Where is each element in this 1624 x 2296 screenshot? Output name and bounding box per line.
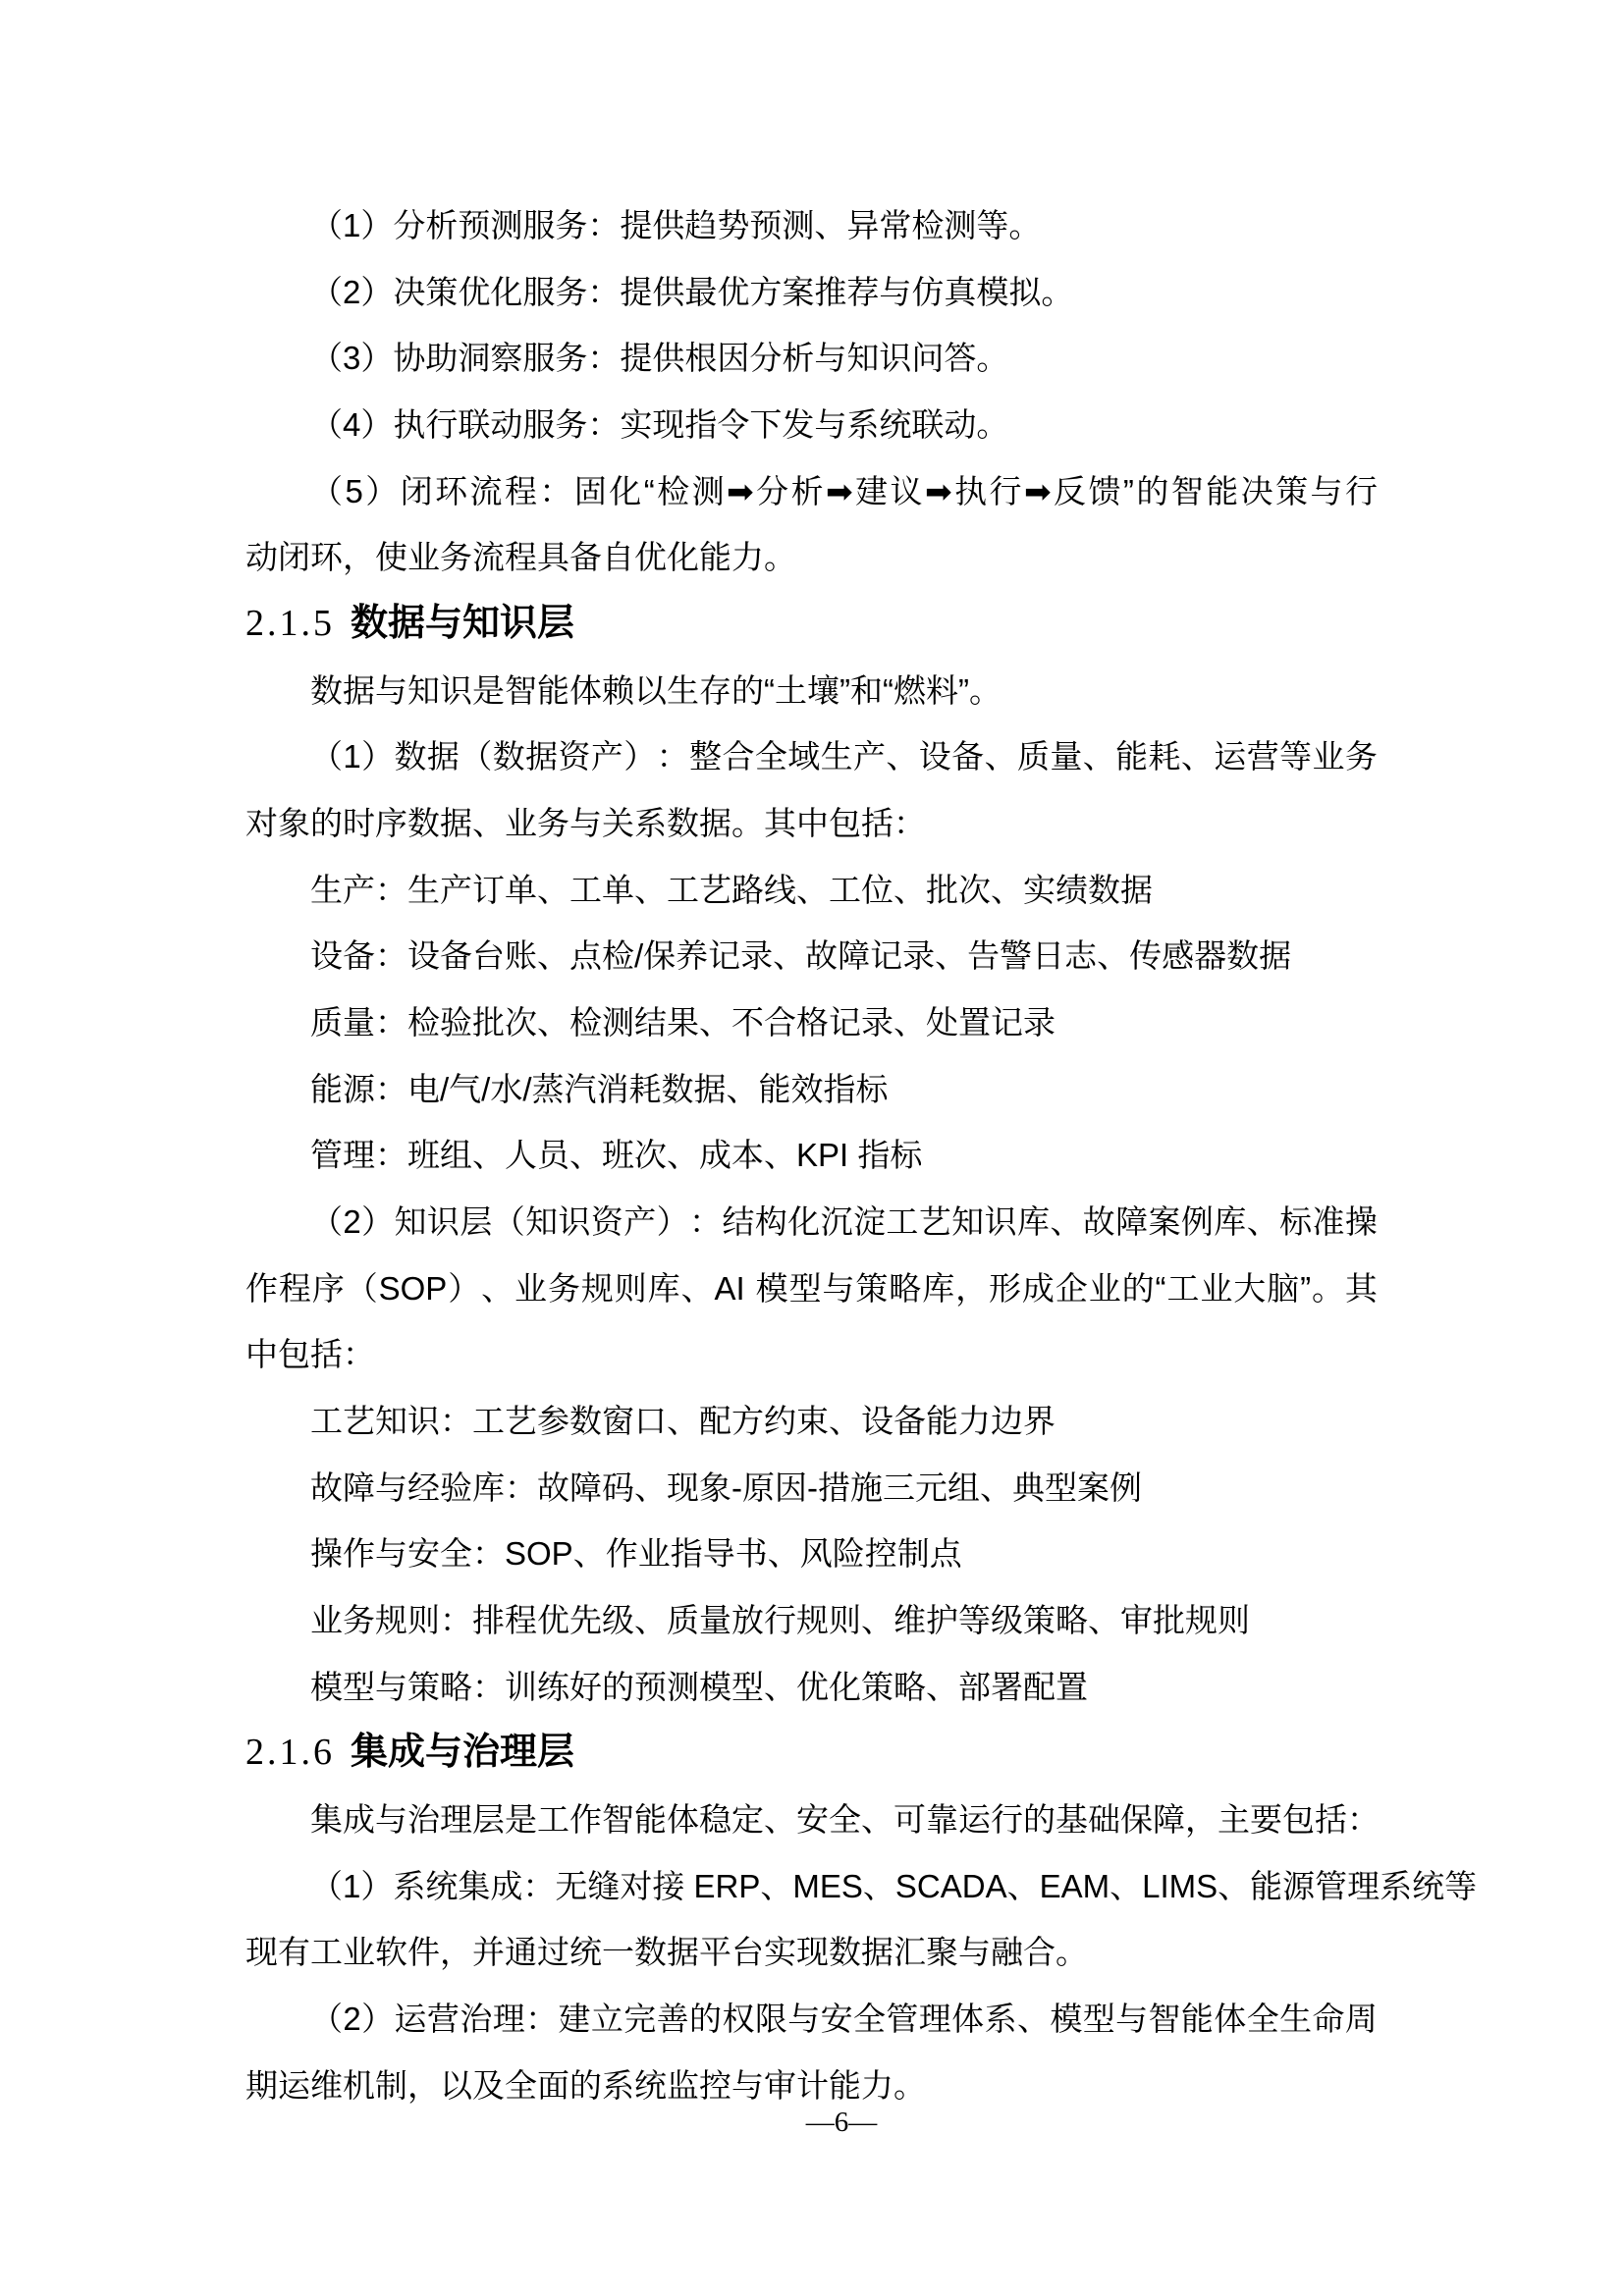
paragraph-line: （3）协助洞察服务：提供根因分析与知识问答。 <box>310 340 1009 377</box>
paragraph-line: 操作与安全：SOP、作业指导书、风险控制点 <box>310 1535 962 1573</box>
paragraph-line: （ 2 ） 知 识 层 （ 知 识 资 产 ） ： 结 构 化 沉 淀 工 艺 知 识 库 、 故 障 案 例 库 、 标 准 操 <box>310 1203 1378 1241</box>
paragraph-line: 数据与知识是智能体赖以生存的“土壤”和“燃料”。 <box>310 671 1001 709</box>
page-number <box>0 2107 1624 2139</box>
paragraph-line: 工艺知识：工艺参数窗口、配方约束、设备能力边界 <box>310 1403 1056 1440</box>
paragraph-line: 期运维机制，以及全面的系统监控与审计能力。 <box>245 2066 926 2104</box>
paragraph-line: 质量：检验批次、检测结果、不合格记录、处置记录 <box>310 1004 1056 1041</box>
paragraph-line: 作 程 序 （ SOP ） 、 业 务 规 则 库 、 AI 模 型 与 策 略 库 ， 形 成 企 业 的 “ 工 业 大 脑 ” 。 其 <box>245 1269 1378 1307</box>
paragraph-line: 设备：设备台账、点检/保养记录、故障记录、告警日志、传感器数据 <box>310 937 1292 975</box>
paragraph-line: （4）执行联动服务：实现指令下发与系统联动。 <box>310 406 1009 444</box>
paragraph-line: 现有工业软件，并通过统一数据平台实现数据汇聚与融合。 <box>245 1934 1088 1971</box>
section-heading-title: 数据与知识层 <box>351 603 575 645</box>
section-heading-title: 集成与治理层 <box>351 1732 575 1774</box>
section-heading <box>245 1720 1378 1787</box>
paragraph-line: （ 1 ） 系 统 集 成 ： 无 缝 对 接 ERP 、 MES 、 SCADA 、 EAM 、 LIMS 、 能 源 管 理 系 统 等 <box>310 1867 1478 1904</box>
paragraph-line: （ 5 ） 闭 环 流 程 ： 固 化 “ 检 测 ➡ 分 析 ➡ 建 议 ➡ 执 行 ➡ 反 馈 ” 的 智 能 决 策 与 行 <box>310 472 1378 509</box>
paragraph-line: （2）决策优化服务：提供最优方案推荐与仿真模拟。 <box>310 273 1074 310</box>
paragraph-line: （ 2 ） 运 营 治 理 ： 建 立 完 善 的 权 限 与 安 全 管 理 体 系 、 模 型 与 智 能 体 全 生 命 周 <box>310 2001 1378 2038</box>
paragraph-line: 动闭环，使业务流程具备自优化能力。 <box>245 539 796 576</box>
paragraph-line: （ 1 ） 数 据 （ 数 据 资 产 ） ： 整 合 全 域 生 产 、 设 备 、 质 量 、 能 耗 、 运 营 等 业 务 <box>310 738 1378 775</box>
paragraph-line: 模型与策略：训练好的预测模型、优化策略、部署配置 <box>310 1668 1088 1705</box>
paragraph-line: 业务规则：排程优先级、质量放行规则、维护等级策略、审批规则 <box>310 1602 1250 1639</box>
paragraph-line: 中包括： <box>245 1336 375 1373</box>
section-heading-number: 2.1.5 <box>245 603 335 645</box>
paragraph-line: 对象的时序数据、业务与关系数据。其中包括： <box>245 805 926 842</box>
section-heading-number: 2.1.6 <box>245 1732 335 1774</box>
paragraph-line: 故障与经验库：故障码、现象-原因-措施三元组、典型案例 <box>310 1468 1142 1506</box>
paragraph-line: 集 成 与 治 理 层 是 工 作 智 能 体 稳 定 、 安 全 、 可 靠 运 行 的 基 础 保 障 ， 主 要 包 括 ： <box>310 1801 1380 1839</box>
page-number-label: —6— <box>805 2107 878 2138</box>
document-body <box>245 192 1478 2118</box>
paragraph-line: 管理：班组、人员、班次、成本、KPI 指标 <box>310 1137 923 1174</box>
paragraph-line: （1）分析预测服务：提供趋势预测、异常检测等。 <box>310 207 1042 243</box>
paragraph-line: 能源：电/气/水/蒸汽消耗数据、能效指标 <box>310 1070 889 1107</box>
section-heading <box>245 591 1378 658</box>
paragraph-line: 生产：生产订单、工单、工艺路线、工位、批次、实绩数据 <box>310 871 1153 908</box>
